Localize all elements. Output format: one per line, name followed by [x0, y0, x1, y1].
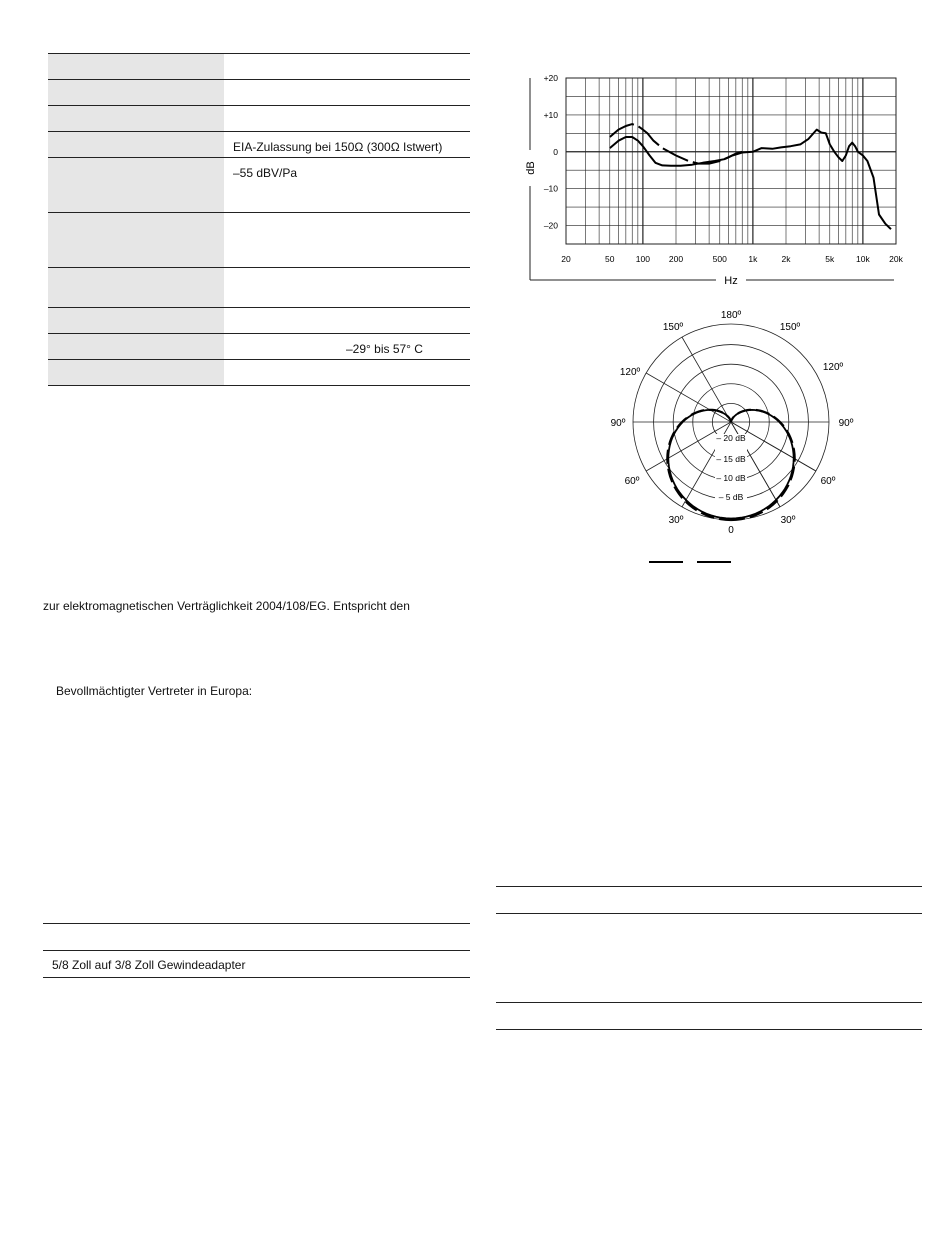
y-tick-label: –20 — [543, 220, 558, 231]
polar-angle-label: 150º — [662, 322, 684, 333]
spec-row — [48, 132, 470, 158]
spec-label-cell — [48, 213, 224, 267]
spec-row — [48, 213, 470, 268]
spec-label-cell — [48, 268, 224, 307]
polar-pattern-chart — [600, 305, 870, 575]
polar-ring-label: – 10 dB — [716, 473, 746, 483]
right-table-rule-3 — [496, 1002, 922, 1003]
x-tick-label: 2k — [781, 254, 791, 264]
x-axis-label: Hz — [724, 275, 738, 287]
spec-label-cell — [48, 80, 224, 105]
polar-angle-label: 120º — [619, 367, 641, 378]
frequency-grid — [566, 78, 896, 244]
x-tick-label: 500 — [712, 254, 727, 264]
polar-angle-label: 30º — [780, 515, 796, 526]
y-tick-label: +20 — [543, 73, 558, 83]
polar-ring-label: – 5 dB — [718, 492, 744, 502]
polar-angle-label: 150º — [779, 322, 801, 333]
polar-angle-label: 60º — [624, 476, 640, 487]
spec-row — [48, 360, 470, 386]
right-table-rule-1 — [496, 886, 922, 887]
spec-label-cell — [48, 106, 224, 131]
spec-row — [48, 268, 470, 308]
spec-table — [48, 53, 470, 386]
polar-ring-label: – 20 dB — [716, 433, 746, 443]
frequency-response-chart — [500, 60, 920, 295]
x-tick-label: 10k — [856, 254, 870, 264]
spec-row — [48, 80, 470, 106]
frequency-series — [610, 124, 891, 229]
y-tick-label: +10 — [543, 109, 558, 120]
spec-label-cell — [48, 334, 224, 359]
accessories-rule-top — [43, 923, 470, 924]
spec-label-cell — [48, 54, 224, 79]
x-tick-label: 5k — [825, 254, 835, 264]
polar-ring-label: – 15 dB — [716, 454, 746, 464]
x-tick-label: 200 — [668, 254, 684, 264]
polar-angle-label: 90º — [610, 418, 626, 429]
emv-compliance-text: zur elektromagnetischen Verträglichkeit 2004/108/EG. Entspricht den — [43, 599, 410, 613]
spec-row — [48, 308, 470, 334]
y-tick-label: 0 — [553, 146, 558, 157]
x-tick-label: 50 — [605, 254, 615, 264]
plot-frame — [566, 78, 896, 244]
y-axis-label: dB — [525, 161, 537, 175]
accessories-rule-bottom — [43, 977, 470, 978]
spec-label-cell — [48, 360, 224, 385]
spec-value: –29° bis 57° C — [346, 342, 423, 356]
spec-row — [48, 53, 470, 80]
spec-label-cell — [48, 158, 224, 212]
x-tick-label: 20k — [889, 254, 903, 264]
accessory-item: 5/8 Zoll auf 3/8 Zoll Gewindeadapter — [52, 958, 246, 972]
polar-angle-label: 180º — [720, 310, 742, 321]
spec-value: EIA-Zulassung bei 150Ω (300Ω Istwert) — [233, 140, 443, 154]
spec-label-cell — [48, 308, 224, 333]
polar-angle-label: 30º — [668, 515, 684, 526]
polar-angle-label: 90º — [838, 418, 854, 429]
spec-row — [48, 158, 470, 213]
response-curve-1 — [610, 130, 891, 230]
polar-angle-label: 120º — [822, 362, 844, 373]
spec-row — [48, 334, 470, 360]
right-table-rule-2 — [496, 913, 922, 914]
x-tick-label: 20 — [561, 254, 571, 264]
eu-representative-label: Bevollmächtigter Vertreter in Europa: — [56, 684, 253, 698]
y-tick-label: –10 — [543, 183, 558, 194]
right-table-rule-4 — [496, 1029, 922, 1030]
frequency-tick-labels — [544, 73, 904, 264]
x-tick-label: 100 — [635, 254, 650, 264]
spec-value: –55 dBV/Pa — [233, 166, 298, 180]
polar-angle-label: 0 — [728, 525, 734, 536]
polar-angle-label: 60º — [820, 476, 836, 487]
spec-label-cell — [48, 132, 224, 157]
x-tick-label: 1k — [748, 254, 758, 264]
spec-row — [48, 106, 470, 132]
accessories-rule-mid — [43, 950, 470, 951]
